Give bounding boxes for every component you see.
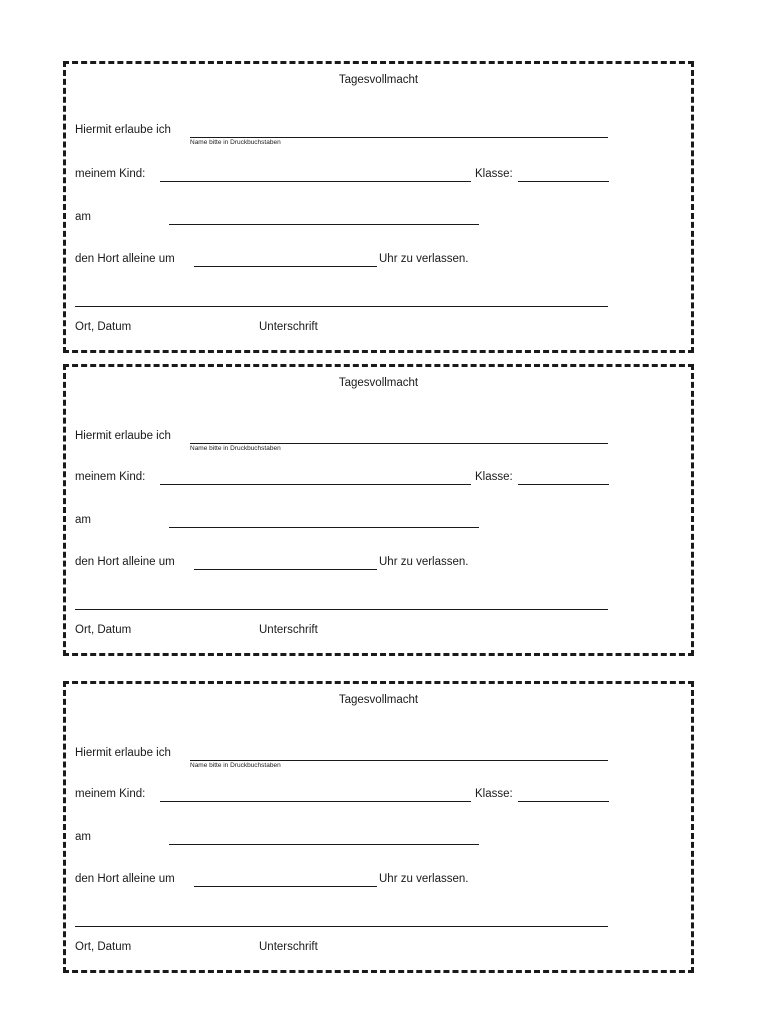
- signature-label: Unterschrift: [259, 624, 318, 636]
- leave-suffix: Uhr zu verlassen.: [379, 253, 469, 265]
- place-date-label: Ort, Datum: [75, 624, 132, 636]
- child-label: meinem Kind:: [75, 168, 146, 180]
- date-label: am: [75, 831, 91, 843]
- permission-slip-2: [63, 364, 694, 656]
- date-line[interactable]: [169, 844, 479, 845]
- child-label: meinem Kind:: [75, 471, 146, 483]
- signature-label: Unterschrift: [259, 321, 318, 333]
- leave-suffix: Uhr zu verlassen.: [379, 556, 469, 568]
- name-hint: Name bitte in Druckbuchstaben: [190, 139, 281, 146]
- leave-suffix: Uhr zu verlassen.: [379, 873, 469, 885]
- signature-label: Unterschrift: [259, 941, 318, 953]
- class-line[interactable]: [518, 801, 609, 802]
- leave-prefix: den Hort alleine um: [75, 556, 175, 568]
- date-line[interactable]: [169, 527, 479, 528]
- child-name-line[interactable]: [160, 484, 471, 485]
- permit-label: Hiermit erlaube ich: [75, 124, 171, 136]
- class-label: Klasse:: [475, 168, 513, 180]
- class-line[interactable]: [518, 181, 609, 182]
- form-title: Tagesvollmacht: [338, 74, 419, 86]
- class-label: Klasse:: [475, 788, 513, 800]
- place-date-label: Ort, Datum: [75, 321, 132, 333]
- time-line[interactable]: [194, 569, 377, 570]
- signature-line[interactable]: [75, 306, 608, 307]
- leave-prefix: den Hort alleine um: [75, 873, 175, 885]
- class-label: Klasse:: [475, 471, 513, 483]
- permit-label: Hiermit erlaube ich: [75, 430, 171, 442]
- name-line[interactable]: [190, 760, 608, 761]
- date-label: am: [75, 211, 91, 223]
- child-label: meinem Kind:: [75, 788, 146, 800]
- permission-slip-3: [63, 681, 694, 973]
- name-line[interactable]: [190, 137, 608, 138]
- time-line[interactable]: [194, 886, 377, 887]
- signature-line[interactable]: [75, 926, 608, 927]
- form-title: Tagesvollmacht: [338, 377, 419, 389]
- name-hint: Name bitte in Druckbuchstaben: [190, 762, 281, 769]
- name-hint: Name bitte in Druckbuchstaben: [190, 445, 281, 452]
- date-line[interactable]: [169, 224, 479, 225]
- child-name-line[interactable]: [160, 801, 471, 802]
- class-line[interactable]: [518, 484, 609, 485]
- leave-prefix: den Hort alleine um: [75, 253, 175, 265]
- date-label: am: [75, 514, 91, 526]
- permit-label: Hiermit erlaube ich: [75, 747, 171, 759]
- child-name-line[interactable]: [160, 181, 471, 182]
- signature-line[interactable]: [75, 609, 608, 610]
- permission-slip-1: [63, 61, 694, 353]
- time-line[interactable]: [194, 266, 377, 267]
- name-line[interactable]: [190, 443, 608, 444]
- place-date-label: Ort, Datum: [75, 941, 132, 953]
- form-title: Tagesvollmacht: [338, 694, 419, 706]
